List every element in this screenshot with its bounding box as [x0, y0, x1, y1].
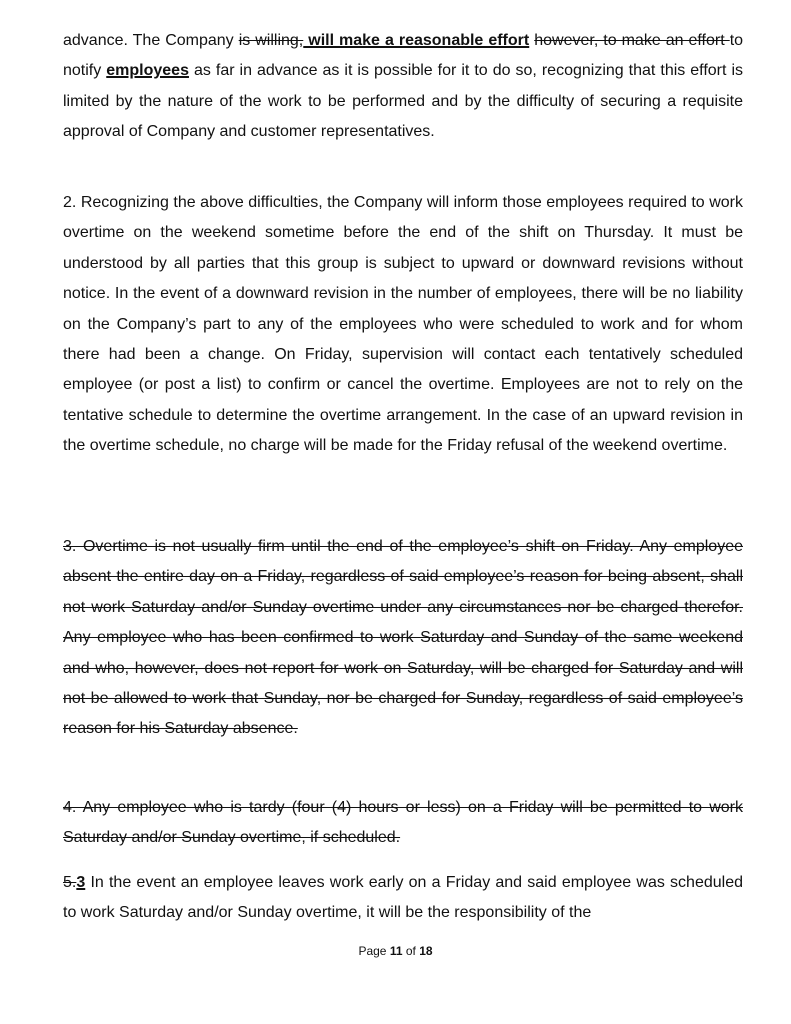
text-segment: advance. The Company: [63, 32, 239, 49]
deleted-text: 4. Any employee who is tardy (four (4) hours or less) on a Friday will be permitted to work Saturday and/or Sunday overtime, if scheduled.: [63, 799, 743, 847]
current-page-number: 11: [389, 944, 403, 958]
text-segment: as far in advance as it is possible for it to do so, recognizing that this effort is limited by the nature of the work to be performed and by the difficulty of securing a requisite approval of Company and customer representatives.: [63, 62, 744, 141]
of-label: of: [402, 944, 420, 958]
paragraph-text: 2. Recognizing the above difficulties, the Company will inform those employees required to work overtime on the weekend sometime before the end of the shift on Thursday. It must be understood by all parties that this group is subject to upward or downward revisions without notice. In the event of a downward revision in the number of employees, there will be no liability on the Company’s part to any of the employees who were scheduled to work and for whom there had been a change. On Friday, supervision will contact each tentatively scheduled employee (or post a list) to confirm or cancel the overtime. Employees are not to rely on the tentative schedule to determine the overtime arrangement. In the case of an upward revision in the overtime schedule, no charge will be made for the Friday refusal of the weekend overtime.: [63, 194, 743, 455]
deleted-text: 3. Overtime is not usually firm until the end of the employee’s shift on Friday. Any employee absent the entire day on a Friday, regardless of said employee’s reason for being absent, shall not work Saturday and/or Sunday overtime under any circumstances nor be charged therefor. Any employee who has been confirmed to work Saturday and Sunday of the same weekend and who, however, does not report for work on Saturday, will be charged for Saturday and will not be allowed to work that Sunday, nor be charged for Sunday, regardless of said employee’s reason for his Saturday absence.: [63, 538, 743, 738]
total-page-count: 18: [419, 944, 433, 958]
paragraph-2-weekend-overtime: [63, 188, 743, 462]
page-label: Page: [358, 944, 390, 958]
inserted-text: employees: [106, 62, 189, 80]
paragraph-3-deleted: [63, 532, 743, 745]
deleted-number: 5.: [63, 874, 77, 891]
paragraph-5-leaving-early: [63, 868, 743, 929]
text-segment: to notify: [63, 32, 744, 80]
deleted-text: however, to make an effort: [534, 32, 730, 49]
inserted-text: will make a reasonable effort: [303, 32, 530, 49]
page-footer: [0, 944, 791, 958]
paragraph-notice-effort: [63, 26, 743, 148]
inserted-number: 3: [76, 874, 86, 891]
paragraph-text: In the event an employee leaves work early on a Friday and said employee was scheduled to work Saturday and/or Sunday overtime, it will be the responsibility of the: [63, 874, 743, 922]
paragraph-4-deleted: [63, 793, 743, 854]
deleted-text: is willing,: [238, 32, 304, 49]
